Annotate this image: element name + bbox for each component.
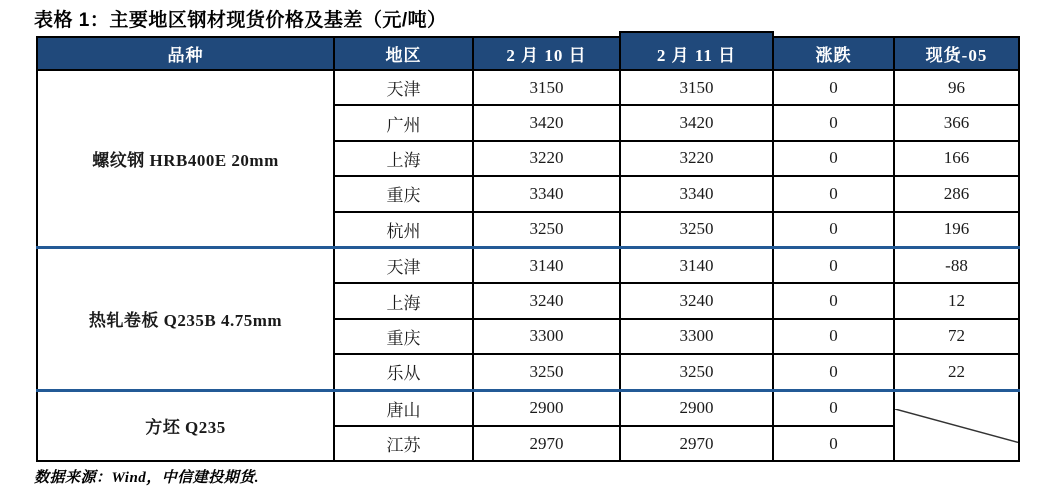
region-cell: 唐山 <box>334 390 473 426</box>
price-feb11-cell: 3340 <box>620 176 773 211</box>
region-cell: 天津 <box>334 70 473 105</box>
header-row <box>37 37 1019 70</box>
price-feb11-cell: 3250 <box>620 354 773 390</box>
header-variety: 品种 <box>37 37 334 70</box>
basis-cell: 72 <box>894 319 1019 354</box>
table-row <box>37 390 1019 426</box>
region-cell: 杭州 <box>334 212 473 248</box>
change-cell: 0 <box>773 283 894 318</box>
change-cell: 0 <box>773 176 894 211</box>
data-source-note: 数据来源：Wind，中信建投期货. <box>34 470 260 486</box>
region-cell: 天津 <box>334 247 473 283</box>
region-cell: 乐从 <box>334 354 473 390</box>
price-feb10-cell: 3240 <box>473 283 620 318</box>
price-feb11-cell: 2900 <box>620 390 773 426</box>
price-feb10-cell: 3340 <box>473 176 620 211</box>
price-feb10-cell: 3250 <box>473 354 620 390</box>
table-row <box>37 247 1019 283</box>
header-feb10: 2 月 10 日 <box>473 37 620 70</box>
price-feb11-cell: 3250 <box>620 212 773 248</box>
region-cell: 上海 <box>334 141 473 176</box>
price-feb10-cell: 3420 <box>473 105 620 140</box>
price-feb10-cell: 3150 <box>473 70 620 105</box>
price-feb10-cell: 3300 <box>473 319 620 354</box>
price-feb11-cell: 3140 <box>620 247 773 283</box>
steel-price-table <box>36 36 1020 462</box>
basis-cell: 366 <box>894 105 1019 140</box>
region-cell: 上海 <box>334 283 473 318</box>
change-cell: 0 <box>773 247 894 283</box>
header-basis: 现货-05 <box>894 37 1019 70</box>
basis-cell: 196 <box>894 212 1019 248</box>
change-cell: 0 <box>773 105 894 140</box>
change-cell: 0 <box>773 212 894 248</box>
price-feb10-cell: 2970 <box>473 426 620 461</box>
price-feb11-cell: 2970 <box>620 426 773 461</box>
change-cell: 0 <box>773 426 894 461</box>
basis-cell: 12 <box>894 283 1019 318</box>
price-feb10-cell: 3140 <box>473 247 620 283</box>
variety-cell: 热轧卷板 Q235B 4.75mm <box>37 247 334 390</box>
basis-cell: 22 <box>894 354 1019 390</box>
region-cell: 江苏 <box>334 426 473 461</box>
change-cell: 0 <box>773 390 894 426</box>
header-change: 涨跌 <box>773 37 894 70</box>
diagonal-empty-cell <box>894 390 1019 461</box>
price-feb10-cell: 2900 <box>473 390 620 426</box>
table-title: 表格 1：主要地区钢材现货价格及基差（元/吨） <box>34 10 447 31</box>
region-cell: 广州 <box>334 105 473 140</box>
variety-cell: 螺纹钢 HRB400E 20mm <box>37 70 334 247</box>
basis-cell: 286 <box>894 176 1019 211</box>
table-row <box>37 70 1019 105</box>
change-cell: 0 <box>773 70 894 105</box>
change-cell: 0 <box>773 319 894 354</box>
price-feb11-cell: 3420 <box>620 105 773 140</box>
price-feb11-cell: 3220 <box>620 141 773 176</box>
region-cell: 重庆 <box>334 176 473 211</box>
table-body <box>37 70 1019 461</box>
change-cell: 0 <box>773 354 894 390</box>
header-region: 地区 <box>334 37 473 70</box>
price-feb11-cell: 3240 <box>620 283 773 318</box>
basis-cell: -88 <box>894 247 1019 283</box>
basis-cell: 166 <box>894 141 1019 176</box>
variety-cell: 方坯 Q235 <box>37 390 334 461</box>
region-cell: 重庆 <box>334 319 473 354</box>
price-feb10-cell: 3220 <box>473 141 620 176</box>
change-cell: 0 <box>773 141 894 176</box>
diagonal-line-icon <box>895 409 1018 442</box>
header-feb11: 2 月 11 日 <box>620 37 773 70</box>
price-feb11-cell: 3150 <box>620 70 773 105</box>
price-feb10-cell: 3250 <box>473 212 620 248</box>
basis-cell: 96 <box>894 70 1019 105</box>
price-feb11-cell: 3300 <box>620 319 773 354</box>
